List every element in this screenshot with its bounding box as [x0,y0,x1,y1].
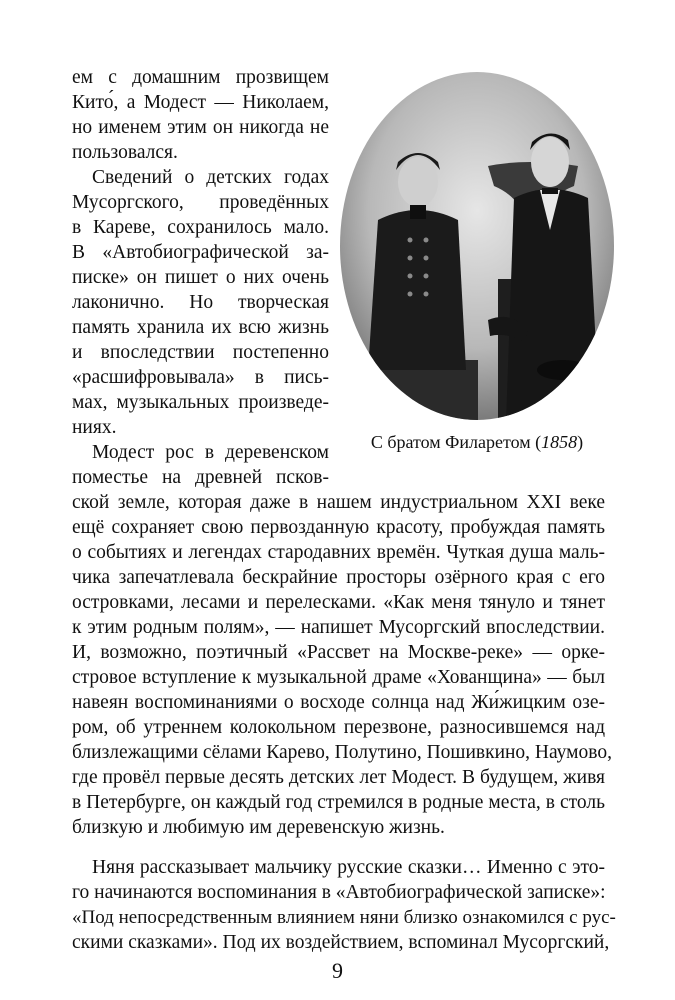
caption-text: С братом Филаретом ( [370,432,542,452]
text-line: близлежащими сёлами Карево, Полутино, Пошивкино, Наумово, [72,742,612,763]
page-number: 9 [332,958,343,983]
text-line: И, возможно, поэтичный «Рассвет на Москве-реке» — орке- [72,642,605,663]
text-line: в Кареве, сохранилось мало. [72,217,329,238]
text-line: к этим родным полям», — напишет Мусоргский впоследствии. [72,617,605,638]
text-line: и впоследствии постепенно [72,342,329,363]
text-line: ниях. [72,417,117,438]
caption-close: ) [577,432,584,452]
text-line: ем с домашним прозвищем [72,67,329,88]
portrait-photo [338,70,616,422]
text-line: «Под непосредственным влиянием няни близко ознакомился с рус- [72,907,616,928]
text-line: Няня рассказывает мальчику русские сказки… Именно с это- [92,857,605,878]
text-line: но именем этим он никогда не [72,117,329,138]
text-line: Модест рос в деревенском [92,442,329,463]
photo-caption [338,431,616,453]
text-line: Сведений о детских годах [92,167,329,188]
text-line: «расшифровывала» в пись- [72,367,329,388]
text-line: Кито́, а Модест — Николаем, [72,92,329,113]
text-line: о событиях и легендах стародавних времён. Чуткая душа маль- [72,542,605,563]
text-line: поместье на древней псков- [72,467,329,488]
text-line: близкую и любимую им деревенскую жизнь. [72,817,445,838]
text-line: ещё сохраняет свою первозданную красоту, пробуждая память [72,517,605,538]
text-line: В «Автобиографической за- [72,242,329,263]
caption-year: 1858 [541,432,578,452]
text-line: память хранила их всю жизнь [72,317,329,338]
text-line: чика запечатлевала бескрайние просторы озёрного края с его [72,567,605,588]
text-line: ской земле, которая даже в нашем индустриальном XXI веке [72,492,605,513]
text-line: скими сказками». Под их воздействием, вспоминал Мусоргский, [72,932,610,953]
text-line: пользовался. [72,142,178,163]
text-line: писке» он пишет о них очень [72,267,329,288]
text-line: мах, музыкальных произведе- [72,392,329,413]
text-line: Мусоргского, проведённых [72,192,329,213]
text-line: где провёл первые десять детских лет Модест. В будущем, живя [72,767,605,788]
text-line: стровое вступление к музыкальной драме «Хованщина» — был [72,667,605,688]
text-line: навеян воспоминаниями о восходе солнца над Жи́жицким озе- [72,692,605,713]
text-line: островками, лесами и перелесками. «Как меня тянуло и тянет [72,592,605,613]
text-line: го начинаются воспоминания в «Автобиографической записке»: [72,882,606,903]
text-line: в Петербурге, он каждый год стремился в родные места, в столь [72,792,605,813]
text-line: лаконично. Но творческая [72,292,329,313]
text-line: ром, об утреннем колокольном перезвоне, разносившемся над [72,717,605,738]
